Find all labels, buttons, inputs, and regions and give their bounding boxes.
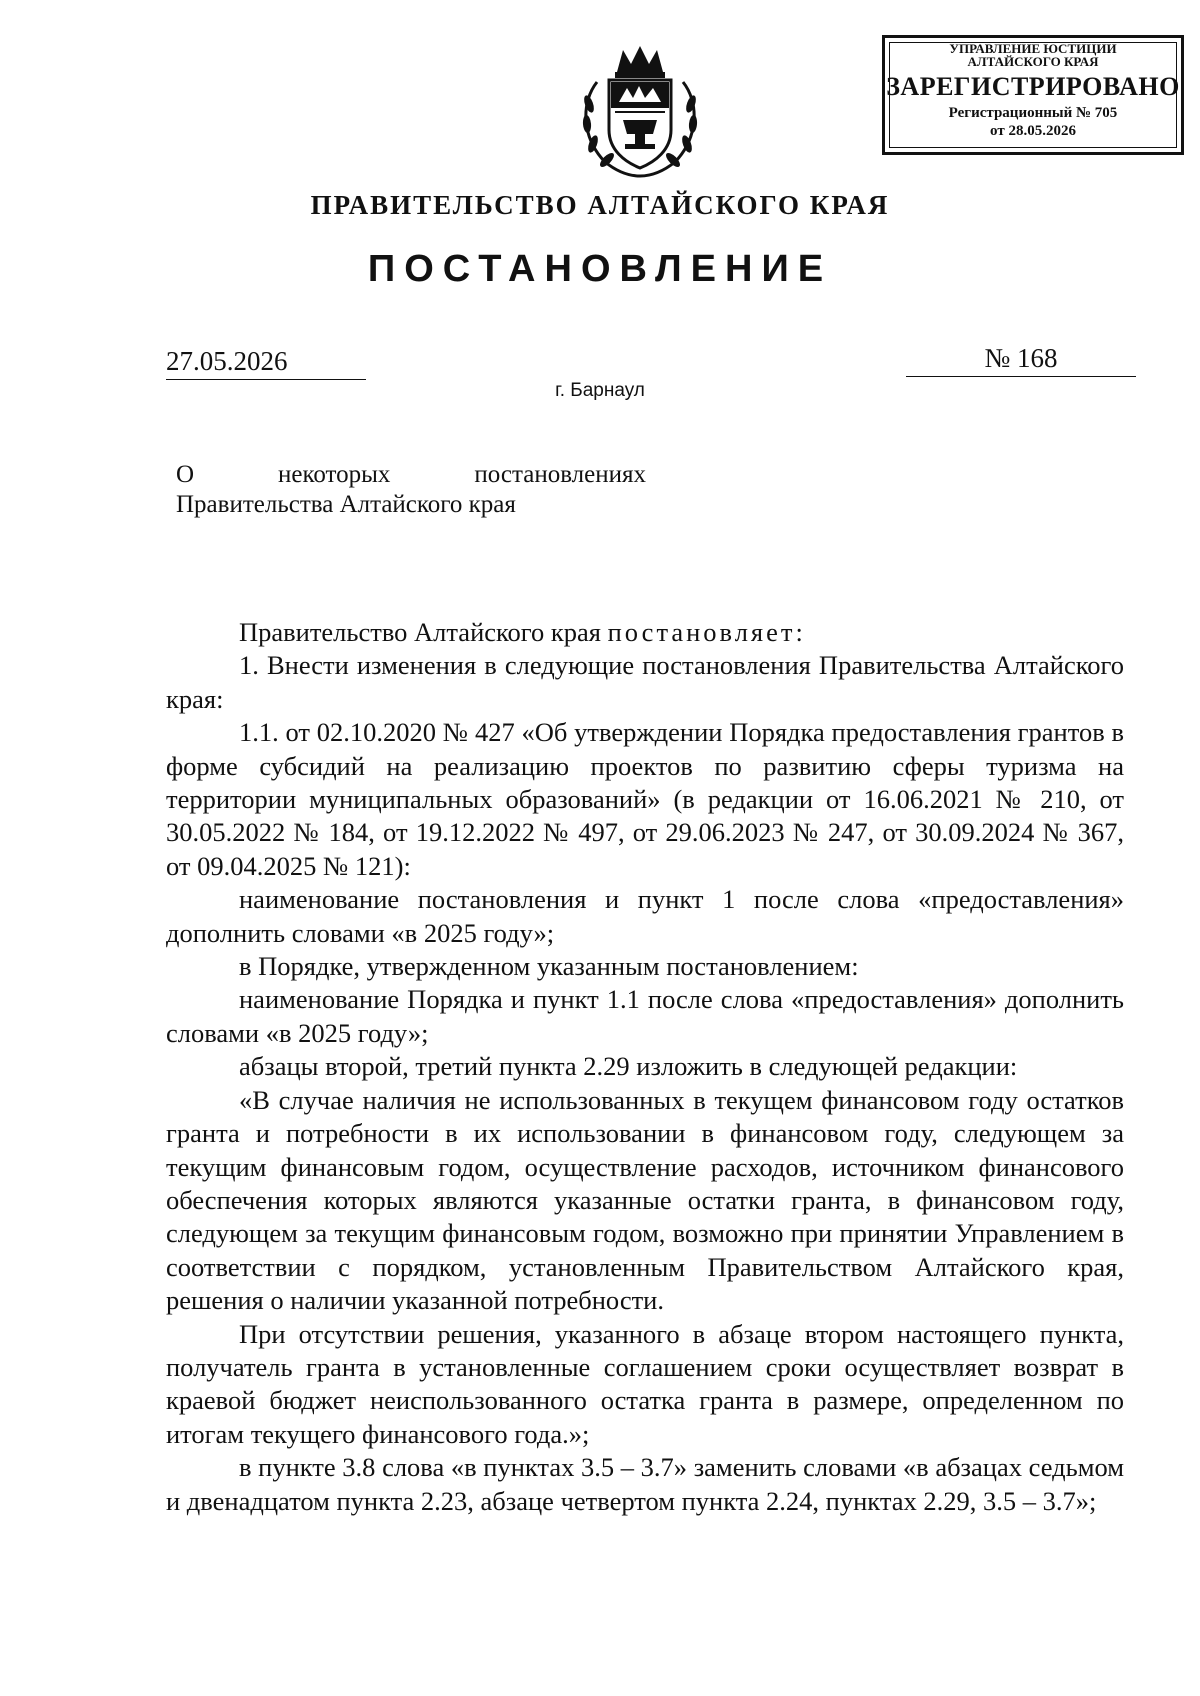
intro-verb: постановляет [607, 617, 796, 647]
stamp-org-line1: УПРАВЛЕНИЕ ЮСТИЦИИ [949, 41, 1117, 56]
document-body [166, 616, 1124, 1518]
stamp-org-line2: АЛТАЙСКОГО КРАЯ [967, 54, 1099, 69]
stamp-reg-number: Регистрационный № 705 [948, 105, 1118, 121]
document-date: 27.05.2026 [166, 346, 366, 380]
stamp-reg-date: от 28.05.2026 [990, 123, 1076, 139]
document-city: г. Барнаул [555, 380, 645, 401]
stamp-status: ЗАРЕГИСТРИРОВАНО [886, 72, 1180, 101]
stamp-inner-border [889, 42, 1177, 148]
government-title: ПРАВИТЕЛЬСТВО АЛТАЙСКОГО КРАЯ [310, 190, 890, 220]
subject-word: некоторых [278, 461, 391, 488]
intro-prefix: Правительство Алтайского края [239, 617, 608, 647]
body-paragraph: 1.1. от 02.10.2020 № 427 «Об утверждении Порядка предоставления грантов в форме субсидий на реализацию проектов по развитию сферы туризма на территории муниципальных образований» (в редакции от 16.06.2021 № 210, от 30.05.2022 № 184, от 19.12.2022 № 497, от 29.06.2023 № 247, от 30.09.2024 № 367, от 09.04.2025 № 121): [166, 717, 1124, 881]
body-paragraph: в Порядке, утвержденном указанным постановлением: [239, 951, 859, 982]
document-type: ПОСТАНОВЛЕНИЕ [367, 248, 833, 290]
body-paragraph: абзацы второй, третий пункта 2.29 изложить в следующей редакции: [239, 1051, 1018, 1082]
body-paragraph: наименование постановления и пункт 1 после слова «предоставления» дополнить словами «в 2025 году»; [166, 884, 1124, 948]
body-paragraph: «В случае наличия не использованных в текущем финансовом году остатков гранта и потребности в их использовании в финансовом году, следующем за текущим финансовым годом, осуществление расходов, источником финансового обеспечения которых являются указанные остатки гранта, в финансовом году, следующем за текущим финансовым годом, возможно при принятии Управлением в соответствии с порядком, установленным Правительством Алтайского края, решения о наличии указанной потребности. [166, 1084, 1124, 1316]
document-number: № 168 [906, 343, 1136, 377]
registration-stamp [882, 35, 1184, 155]
subject-word: О [176, 461, 195, 488]
body-intro [166, 616, 1124, 649]
subject-line2: Правительства Алтайского края [176, 491, 516, 518]
body-paragraph: При отсутствии решения, указанного в абзаце втором настоящего пункта, получатель гранта в установленные соглашением сроки осуществляет возврат в краевой бюджет неиспользованного остатка гранта в размере, определенном по итогам текущего финансового года.»; [166, 1318, 1124, 1449]
intro-suffix: : [795, 617, 803, 647]
document-subject [176, 460, 646, 520]
body-paragraph: наименование Порядка и пункт 1.1 после слова «предоставления» дополнить словами «в 2025 году»; [166, 984, 1124, 1048]
body-paragraph: в пункте 3.8 слова «в пунктах 3.5 – 3.7» заменить словами «в абзацах седьмом и двенадцатом пункта 2.23, абзаце четвертом пункта 2.24, пунктах 2.29, 3.5 – 3.7»; [166, 1452, 1124, 1516]
subject-line1 [176, 460, 646, 490]
body-paragraph: 1. Внести изменения в следующие постановления Правительства Алтайского края: [166, 650, 1124, 714]
subject-word: постановлениях [474, 461, 646, 488]
coat-of-arms-icon [575, 42, 705, 182]
